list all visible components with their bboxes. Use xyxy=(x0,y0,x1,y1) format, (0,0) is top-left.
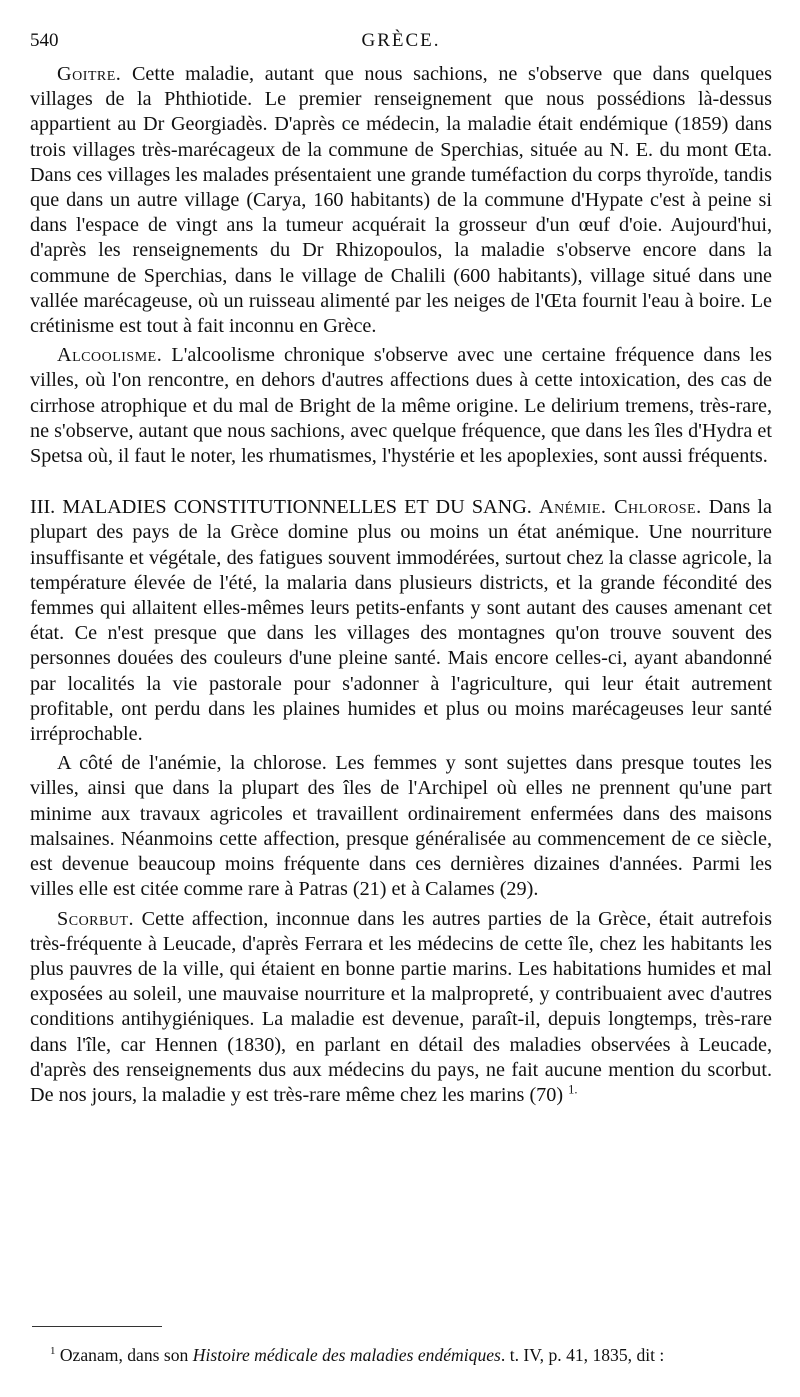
footnote-text-after: . t. IV, p. 41, 1835, dit : xyxy=(500,1345,665,1365)
footnote xyxy=(30,1344,772,1366)
footnote-text-before: Ozanam, dans son xyxy=(55,1345,193,1365)
lead-alcoolisme: Alcoolisme. xyxy=(57,344,163,367)
lead-scorbut: Scorbut. xyxy=(57,907,135,930)
lead-goitre: Goitre. xyxy=(57,63,122,85)
page-number: 540 xyxy=(30,30,59,51)
text-anemie: Dans la plupart des pays de la Grèce domine plus ou moins un état anémique. Une nourriture insuffisante et végétale, des fatigues souvent immodérées, surtout chez la classe agricole, la température élevée de l'été, la malaria dans plusieurs districts, et la grande fécondité des femmes qui allaitent elles-mêmes leurs petits-enfants y sont autant des causes amenant cet état. Ce n'est presque que dans les villages des montagnes qu'on trouve souvent des personnes douées des couleurs d'une pleine santé. Mais encore celles-ci, ayant abandonné par localités la vie pastorale pour s'adonner à l'agriculture, qui leur était autrement profitable, ont perdu dans les plaines humides et plus ou moins marécageuses leur santé irréprochable. xyxy=(30,496,772,746)
paragraph-goitre xyxy=(30,62,772,339)
section-heading: III. MALADIES CONSTITUTIONNELLES ET DU SANG. xyxy=(30,496,532,519)
text-alcoolisme: L'alcoolisme chronique s'observe avec une certaine fréquence dans les villes, où l'on rencontre, en dehors d'autres affections dues à cette intoxication, des cas de cirrhose atrophique et du mal de Bright de la même origine. Le delirium tremens, très-rare, ne s'observe, autant que nous sachions, avec quelque fréquence, que dans les îles d'Hydra et Spetsa où, il faut le noter, les rhumatismes, l'hystérie et les apoplexies, sont aussi fréquents. xyxy=(30,344,772,468)
footnote-rule xyxy=(32,1326,162,1327)
paragraph-section-iii xyxy=(30,495,772,747)
footnote-book-title: Histoire médicale des maladies endémiques xyxy=(192,1345,501,1365)
text-goitre: Cette maladie, autant que nous sachions, ne s'observe que dans quelques villages de la Phthiotide. Le premier renseignement que nous possédions là-dessus appartient au Dr Georgiadès. D'après ce médecin, la maladie était endémique (1859) dans trois villages très-marécageux de la commune de Sperchias, située au N. E. du mont Œta. Dans ces villages les malades présentaient une grande tuméfaction du corps thyroïde, tandis que dans un autre village (Carya, 160 habitants) de la commune d'Hypate c'est à peine si dans l'espace de vingt ans la tumeur acquérait la grosseur d'un œuf d'oie. Aujourd'hui, d'après les renseignements du Dr Rhizopoulos, la maladie s'observe encore dans la commune de Sperchias, dans le village de Chalili (600 habitants), village situé dans une vallée marécageuse, où un ruisseau alimenté par les neiges de l'Œta fournit l'eau à boire. Le crétinisme est tout à fait inconnu en Grèce. xyxy=(30,63,772,338)
body-text xyxy=(30,62,772,1108)
text-scorbut: Cette affection, inconnue dans les autres parties de la Grèce, était autrefois très-fréquente à Leucade, d'après Ferrara et les médecins de cette île, chez les habitants les plus pauvres de la ville, qui étaient en bonne partie marins. Les habitations humides et mal exposées au soleil, une mauvaise nourriture et la malpropreté, y contribuaient avec d'autres conditions antihygiéniques. La maladie est devenue, paraît-il, depuis longtemps, très-rare dans l'île, car Hennen (1830), en parlant en détail des maladies observées à Leucade, d'après des renseignements dus aux médecins du pays, ne fait aucune mention du scorbut. De nos jours, la maladie y est très-rare même chez les marins (70) xyxy=(30,907,772,1106)
running-title: GRÈCE. xyxy=(361,30,441,51)
page-header xyxy=(30,22,772,52)
paragraph-chlorose xyxy=(30,751,772,902)
footnote-marker: 1 xyxy=(50,1345,56,1358)
text-chlorose: A côté de l'anémie, la chlorose. Les femmes y sont sujettes dans presque toutes les villes, ainsi que dans la plupart des îles de l'Archipel où elles ne prennent qu'une part minime aux travaux agricoles et travaillent ordinairement enfermées dans des maisons malsaines. Néanmoins cette affection, presque généralisée au commencement de ce siècle, est devenue beaucoup moins fréquente dans ces dernières dizaines d'années. Parmi les villes elle est citée comme rare à Patras (21) et à Calames (29). xyxy=(30,752,772,901)
footnote-reference: 1. xyxy=(568,1082,578,1097)
section-subheading: Anémie. Chlorose. xyxy=(538,496,702,519)
paragraph-alcoolisme xyxy=(30,343,772,469)
paragraph-scorbut xyxy=(30,907,772,1109)
